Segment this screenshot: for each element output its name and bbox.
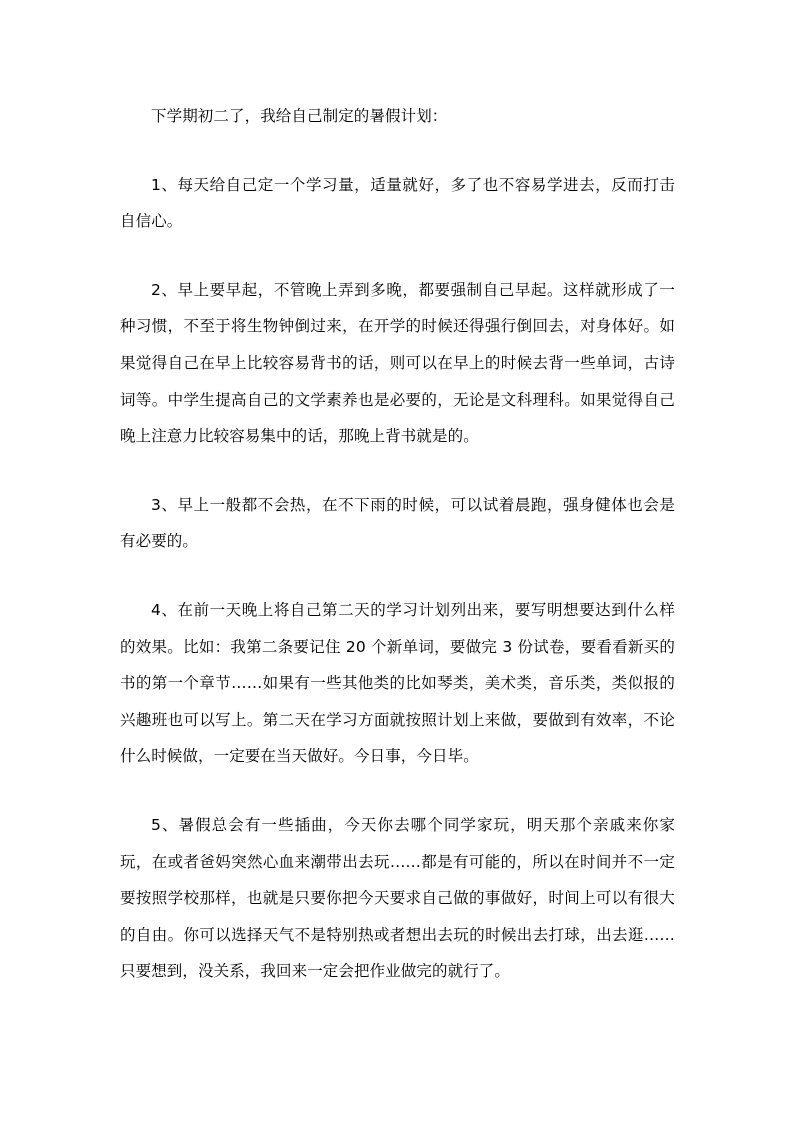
plan-item-1: 1、每天给自己定一个学习量，适量就好，多了也不容易学进去，反而打击自信心。 — [120, 175, 675, 231]
document-body — [120, 98, 675, 990]
plan-item-5: 5、暑假总会有一些插曲，今天你去哪个同学家玩，明天那个亲戚来你家玩，在或者爸妈突然心血来潮带出去玩……都是有可能的，所以在时间并不一定要按照学校那样，也就是只要你把今天要求自己做的事做好，时间上可以有很大的自由。你可以选择天气不是特别热或者想出去玩的时候出去打球，出去逛……只要想到，没关系，我回来一定会把作业做完的就行了。 — [120, 815, 675, 981]
plan-item-4: 4、在前一天晚上将自己第二天的学习计划列出来，要写明想要达到什么样的效果。比如：我第二条要记住 20 个新单词，要做完 3 份试卷，要看看新买的书的第一个章节……如果有一些其他类的比如琴类，美术类，音乐类，类似报的兴趣班也可以写上。第二天在学习方面就按照计划上来做，要做到有效率，不论什么时候做，一定要在当天做好。今日事，今日毕。 — [120, 600, 675, 766]
plan-item-3: 3、早上一般都不会热，在不下雨的时候，可以试着晨跑，强身健体也会是有必要的。 — [120, 495, 675, 551]
plan-item-2: 2、早上要早起，不管晚上弄到多晚，都要强制自己早起。这样就形成了一种习惯，不至于将生物钟倒过来，在开学的时候还得强行倒回去，对身体好。如果觉得自己在早上比较容易背书的话，则可以在早上的时候去背一些单词，古诗词等。中学生提高自己的文学素养也是必要的，无论是文科理科。如果觉得自己晚上注意力比较容易集中的话，那晚上背书就是的。 — [120, 280, 675, 446]
intro-paragraph: 下学期初二了，我给自己制定的暑假计划： — [151, 107, 448, 125]
